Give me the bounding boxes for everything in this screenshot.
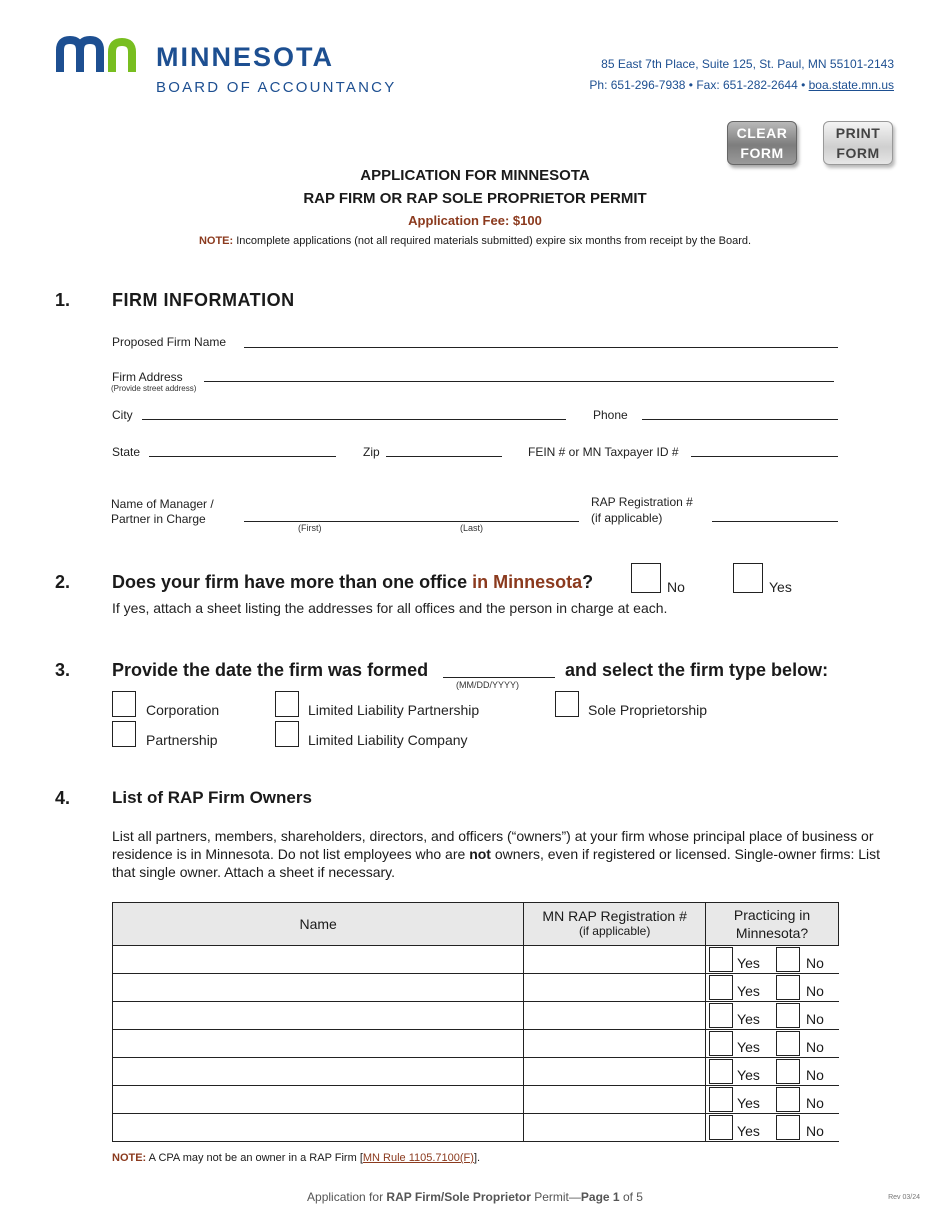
print-label-1: PRINT [835,125,881,141]
state-label: State [112,445,141,459]
yes-label: Yes [737,983,760,999]
note-label: NOTE: [198,235,234,247]
section-1-number: 1. [55,290,71,310]
owner-name-cell[interactable] [113,1086,524,1114]
org-sub: BOARD OF ACCOUNTANCY [156,79,397,96]
rap-registration-field[interactable] [712,521,838,522]
table-row [113,1086,839,1114]
practicing-yes-checkbox[interactable] [709,1115,733,1140]
fein-field[interactable] [691,456,838,457]
yes-label: Yes [737,1095,760,1111]
para-b: owners, even if registered or licensed. Single-owner firms: List that single owner. Attach a sheet if necessary. [112,846,881,880]
footer-page: Page 1 [580,1190,620,1204]
practicing-yes-checkbox[interactable] [709,1087,733,1112]
question-text: Does your firm have more than one office [112,572,473,592]
owner-name-cell[interactable] [113,1030,524,1058]
owner-name-cell[interactable] [113,1002,524,1030]
practicing-cell [706,1058,839,1086]
rap-reg-label-2: (if applicable) [591,511,663,525]
section-2-question [112,572,593,593]
owner-registration-cell[interactable] [524,1030,706,1058]
question-highlight: in Minnesota [472,572,583,592]
title-line-1: APPLICATION FOR MINNESOTA [360,167,590,184]
footer-text-bold: RAP Firm/Sole Proprietor [386,1190,531,1204]
practicing-cell [706,1002,839,1030]
practicing-cell [706,1114,839,1142]
col-reg-label: MN RAP Registration # [542,908,687,924]
col-reg-hint: (if applicable) [578,924,651,938]
last-name-hint: (Last) [460,523,484,533]
practicing-no-checkbox[interactable] [776,975,800,1000]
note-text: A CPA may not be an owner in a RAP Firm [ [146,1152,363,1164]
section-2-number: 2. [55,572,71,592]
footer-text-a: Application for [307,1190,387,1204]
no-label: No [806,1095,824,1111]
note-text: Incomplete applications (not all required materials submitted) expire six months from receipt by the Board. [233,235,752,247]
sole-proprietorship-checkbox[interactable] [555,691,579,717]
no-label: No [806,1011,824,1027]
no-label: No [806,955,824,971]
no-label: No [667,579,685,595]
firm-name-field[interactable] [244,347,838,348]
phone-field[interactable] [642,419,838,420]
firm-name-label: Proposed Firm Name [112,335,227,349]
owner-name-cell[interactable] [113,1114,524,1142]
title-note [0,231,950,251]
state-field[interactable] [149,456,336,457]
section-4-note [112,1152,480,1164]
mn-logo-mark-icon [56,36,138,76]
yes-label: Yes [737,1123,760,1139]
owner-registration-cell[interactable] [524,1086,706,1114]
practicing-yes-checkbox[interactable] [709,1003,733,1028]
col-name-header: Name [113,903,524,946]
section-3-number: 3. [55,660,71,680]
owner-registration-cell[interactable] [524,1058,706,1086]
table-row [113,974,839,1002]
contact-line [589,75,894,96]
section-4-paragraph [112,827,892,881]
phone-label: Phone [593,408,628,422]
llp-checkbox[interactable] [275,691,299,717]
llc-checkbox[interactable] [275,721,299,747]
partnership-checkbox[interactable] [112,721,136,747]
note-end: ]. [473,1152,481,1164]
owner-name-cell[interactable] [113,1058,524,1086]
practicing-yes-checkbox[interactable] [709,1059,733,1084]
section-4-title: List of RAP Firm Owners [112,788,312,807]
table-row [113,1114,839,1142]
owner-registration-cell[interactable] [524,974,706,1002]
fein-label: FEIN # or MN Taxpayer ID # [528,445,679,459]
owner-name-cell[interactable] [113,946,524,974]
print-label-2: FORM [836,145,880,161]
practicing-no-checkbox[interactable] [776,1087,800,1112]
question-mark: ? [582,572,594,592]
practicing-cell [706,974,839,1002]
owners-table-header [113,903,839,946]
table-row [113,1030,839,1058]
llp-label: Limited Liability Partnership [308,702,480,718]
date-hint: (MM/DD/YYYY) [456,680,519,690]
para-bold: not [469,846,491,862]
table-row [113,1002,839,1030]
practicing-no-checkbox[interactable] [776,1059,800,1084]
practicing-no-checkbox[interactable] [776,1031,800,1056]
clear-form-button[interactable] [727,121,797,165]
title-line-2: RAP FIRM OR RAP SOLE PROPRIETOR PERMIT [303,190,647,207]
yes-label: Yes [737,955,760,971]
date-formed-field[interactable] [443,677,555,678]
rap-reg-label-1: RAP Registration # [591,495,693,509]
manager-label-1: Name of Manager / [111,497,214,511]
zip-label: Zip [363,445,380,459]
firm-address-label: Firm Address [112,370,183,384]
practicing-yes-checkbox[interactable] [709,975,733,1000]
section-4-number: 4. [55,788,71,808]
yes-label: Yes [737,1067,760,1083]
table-row [113,1058,839,1086]
multi-office-yes-checkbox[interactable] [733,563,763,593]
title-block [0,164,950,251]
manager-label-2: Partner in Charge [111,512,206,526]
owners-table-body [113,946,839,1142]
owner-name-cell[interactable] [113,974,524,1002]
partnership-label: Partnership [146,732,218,748]
practicing-yes-checkbox[interactable] [709,1031,733,1056]
yes-label: Yes [737,1011,760,1027]
clear-label-2: FORM [740,145,784,161]
owner-registration-cell[interactable] [524,1114,706,1142]
practicing-no-checkbox[interactable] [776,947,800,972]
zip-field[interactable] [386,456,502,457]
section-2-instruction: If yes, attach a sheet listing the addresses for all offices and the person in charge at each. [112,600,668,616]
practicing-no-checkbox[interactable] [776,1115,800,1140]
city-label: City [112,408,133,422]
city-field[interactable] [142,419,566,420]
firm-address-hint: (Provide street address) [111,384,197,393]
practicing-cell [706,946,839,974]
no-label: No [806,983,824,999]
contact-block [589,54,894,96]
first-name-hint: (First) [298,523,322,533]
yes-label: Yes [737,1039,760,1055]
phone-fax: Ph: 651-296-7938 • Fax: 651-282-2644 • [589,78,809,92]
application-fee: Application Fee: $100 [408,213,542,228]
col-reg-header [524,903,706,946]
org-name: MINNESOTA [156,42,334,72]
no-label: No [806,1123,824,1139]
website-link[interactable]: boa.state.mn.us [808,78,894,92]
section-3-text-a: Provide the date the firm was formed [112,660,429,680]
clear-label-1: CLEAR [736,125,788,141]
owners-table [112,902,839,1142]
section-1-title: FIRM INFORMATION [112,290,295,310]
footer [0,1190,950,1204]
multi-office-no-checkbox[interactable] [631,563,661,593]
footer-page-total: of 5 [619,1190,643,1204]
section-3-text-b: and select the firm type below: [565,660,829,680]
llc-label: Limited Liability Company [308,732,468,748]
manager-name-field[interactable] [244,521,579,522]
no-label: No [806,1067,824,1083]
rule-link[interactable]: MN Rule 1105.7100(F) [362,1152,474,1164]
sole-proprietorship-label: Sole Proprietorship [588,702,708,718]
logo [56,34,436,98]
corporation-checkbox[interactable] [112,691,136,717]
practicing-cell [706,1030,839,1058]
no-label: No [806,1039,824,1055]
para-a: List all partners, members, shareholders, directors, and officers (“owners”) at your firm whose principal place of business or residence is in Minnesota. Do not list employees who are [112,828,874,862]
note-label: NOTE: [112,1152,147,1164]
print-form-button[interactable] [823,121,893,165]
owner-registration-cell[interactable] [524,1002,706,1030]
revision: Rev 03/24 [888,1194,920,1201]
practicing-no-checkbox[interactable] [776,1003,800,1028]
practicing-cell [706,1086,839,1114]
owner-registration-cell[interactable] [524,946,706,974]
footer-text-b: Permit— [530,1190,581,1204]
corporation-label: Corporation [146,702,220,718]
firm-address-field[interactable] [204,381,834,382]
table-row [113,946,839,974]
address: 85 East 7th Place, Suite 125, St. Paul, MN 55101-2143 [601,57,894,71]
practicing-yes-checkbox[interactable] [709,947,733,972]
col-practicing-header: Practicing in Minnesota? [706,903,839,946]
yes-label: Yes [769,579,792,595]
